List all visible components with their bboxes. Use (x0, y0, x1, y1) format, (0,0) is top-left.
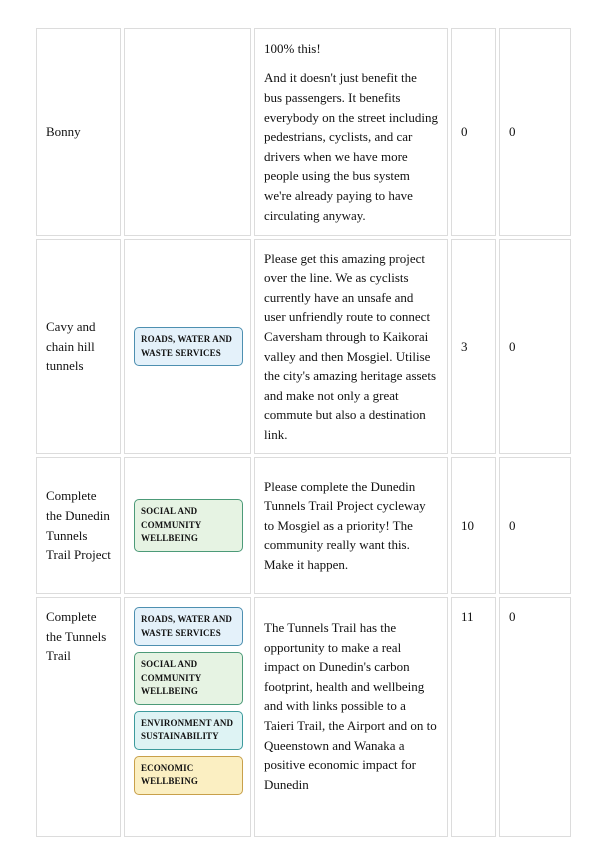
table-row (36, 28, 571, 236)
topic-tag-roads: ROADS, WATER AND WASTE SERVICES (134, 607, 243, 646)
topic-tag-roads: ROADS, WATER AND WASTE SERVICES (134, 327, 243, 366)
comment-cell (254, 28, 448, 236)
submitter-name: Complete the Tunnels Trail (36, 597, 121, 837)
comment-paragraph: 100% this! (264, 40, 321, 56)
count-value: 0 (499, 239, 571, 454)
table-row (36, 457, 571, 594)
comment-paragraph: And it doesn't just benefit the bus passengers. It benefits everybody on the street including pedestrians, cyclists, and car drivers when we have more people using the bus system we're already paying to have circulating anyway. (264, 70, 439, 223)
comment-paragraph: Please get this amazing project over the line. We as cyclists currently have an unsafe and user unfriendly route to connect Caversham through to Kaikorai valley and then Mosgiel. Utilise the city's amazing heritage assets and make not only a great commute but also a destination link. (264, 250, 437, 442)
count-value: 0 (499, 597, 571, 837)
comment-paragraph: Please complete the Dunedin Tunnels Trail Project cycleway to Mosgiel as a priority! The community really want this. Make it happen. (264, 478, 426, 572)
submissions-sheet (36, 28, 563, 840)
count-value: 0 (499, 28, 571, 236)
table-row (36, 239, 571, 454)
table-row (36, 597, 571, 837)
topic-tag-environment: ENVIRONMENT AND SUSTAINABILITY (134, 711, 243, 750)
topic-tag-social: SOCIAL AND COMMUNITY WELLBEING (134, 499, 243, 552)
comment-cell (254, 239, 448, 454)
topic-tags-cell (124, 28, 251, 236)
submitter-name: Bonny (36, 28, 121, 236)
submissions-table (33, 25, 574, 840)
count-value: 3 (451, 239, 496, 454)
count-value: 10 (451, 457, 496, 594)
submitter-name: Complete the Dunedin Tunnels Trail Project (36, 457, 121, 594)
topic-tag-economic: ECONOMIC WELLBEING (134, 756, 243, 795)
comment-paragraph: The Tunnels Trail has the opportunity to make a real impact on Dunedin's carbon footprint, health and wellbeing and with links possible to a Taieri Trail, the Airport and on to Queenstown and Wanaka a positive economic impact for Dunedin (264, 620, 437, 792)
comment-cell (254, 597, 448, 837)
topic-tags-cell (124, 239, 251, 454)
comment-cell (254, 457, 448, 594)
count-value: 11 (451, 597, 496, 837)
count-value: 0 (451, 28, 496, 236)
count-value: 0 (499, 457, 571, 594)
topic-tags-cell (124, 457, 251, 594)
topic-tag-social: SOCIAL AND COMMUNITY WELLBEING (134, 652, 243, 705)
submitter-name: Cavy and chain hill tunnels (36, 239, 121, 454)
topic-tags-cell (124, 597, 251, 837)
